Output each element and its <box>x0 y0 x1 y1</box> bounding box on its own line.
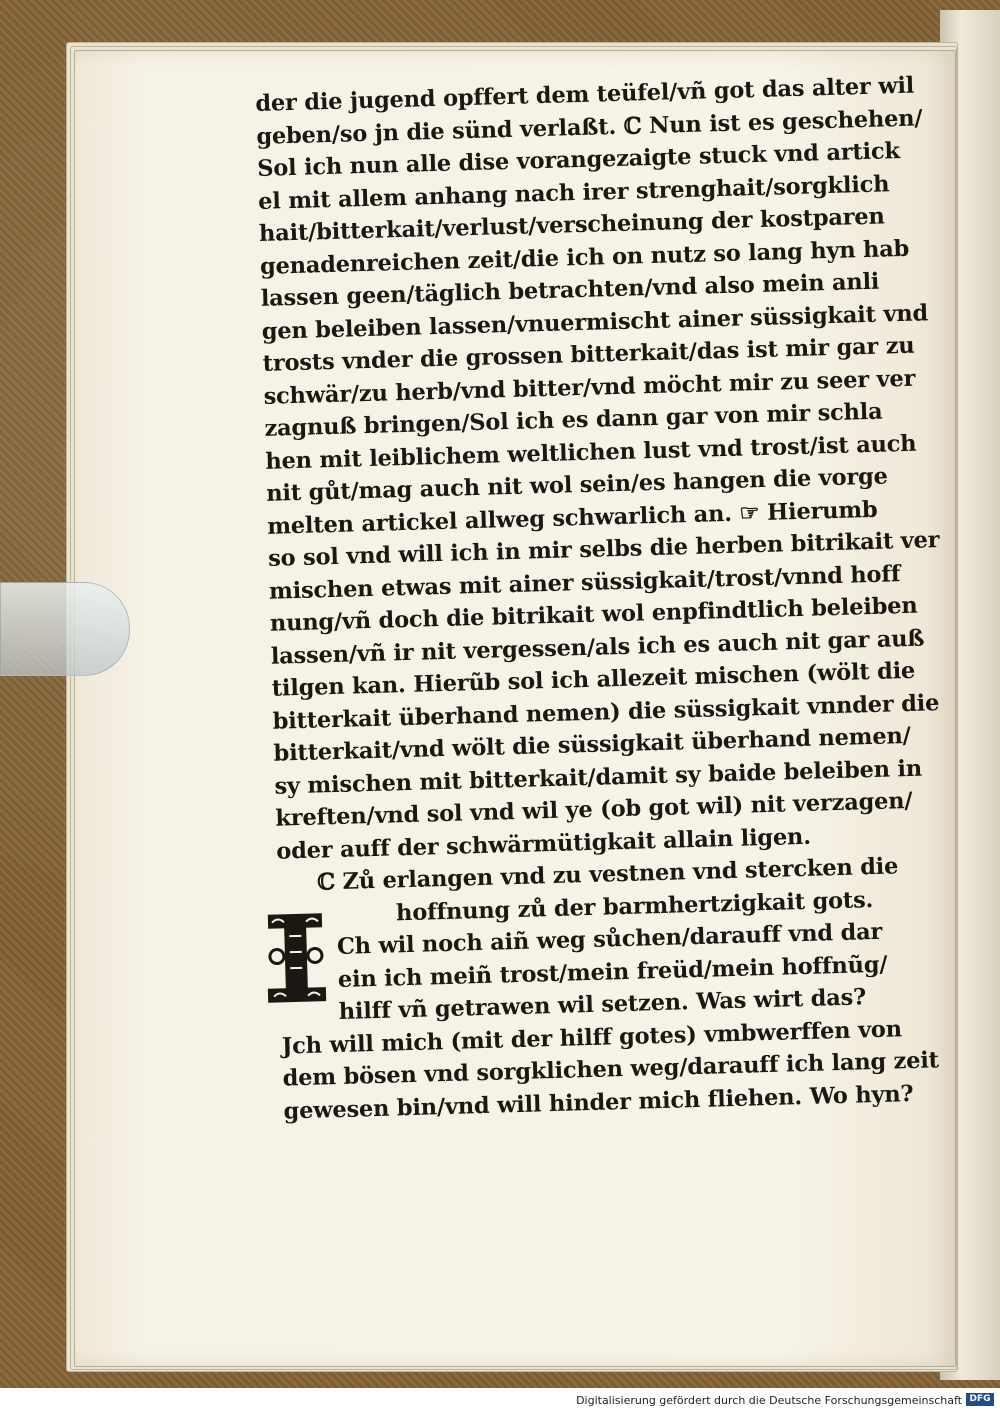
text-line: mischen etwas mit ainer süssigkait/trost/vnnd hoff <box>268 560 901 605</box>
text-line: gewesen bin/vnd will hinder mich fliehen. Wo hyn? <box>283 1080 914 1125</box>
section-heading-line: hoffnung zů der barmhertzigkait gots. <box>395 886 874 926</box>
decorated-initial <box>264 911 329 1005</box>
text-line: zagnuß bringen/Sol ich es dann gar von mir schla <box>264 398 883 442</box>
text-line: trosts vnder die grossen bitterkait/das ist mir gar zu <box>262 332 915 377</box>
section-heading-line: ℂ Zů erlangen vnd zu vestnen vnd stercken die <box>316 853 899 896</box>
initial-text-line: Ch wil noch aiñ weg sůchen/darauff vnd dar <box>336 918 883 961</box>
text-line: kreften/vnd sol vnd wil ye (ob got wil) nit verzagen/ <box>275 787 913 832</box>
text-line: Sol ich nun alle dise vorangezaigte stuck vnd artick <box>256 138 901 182</box>
text-line: so sol vnd will ich in mir selbs die herben bitrikait ver <box>267 527 940 572</box>
initial-text-line: ein ich meiñ trost/mein freüd/mein hoffnũg/ <box>337 951 888 993</box>
text-line: melten artickel allweg schwarlich an. ☞ Hierumb <box>266 496 878 540</box>
text-line: dem bösen vnd sorgklichen weg/darauff ich lang zeit <box>282 1047 940 1092</box>
text-line: sy mischen mit bitterkait/damit sy baide beleiben in <box>274 755 923 800</box>
text-line: der die jugend opffert dem teüfel/vñ got das alter wil <box>255 72 915 117</box>
text-line: Jch will mich (mit der hilff gotes) vmbwerffen von <box>281 1015 903 1060</box>
text-line: gen beleiben lassen/vnuermischt ainer süssigkait vnd <box>261 299 929 345</box>
text-line: lassen geen/täglich betrachten/vnd also mein anli <box>260 268 880 312</box>
dfg-logo: DFG <box>966 1393 994 1406</box>
text-line: hen mit leiblichem weltlichen lust vnd trost/ist auch <box>265 430 917 475</box>
page-text <box>255 70 940 1127</box>
text-line: bitterkait überhand nemen) die süssigkait vnnder die <box>272 689 940 735</box>
text-line: geben/so jn die sünd verlaßt. ℂ Nun ist es geschehen/ <box>255 104 923 150</box>
funding-credit: Digitalisierung gefördert durch die Deutsche Forschungsgemeinschaft <box>576 1394 962 1407</box>
text-line: nung/vñ doch die bitrikait wol enpfindtlich beleiben <box>269 592 918 637</box>
text-line: lassen/vñ ir nit vergessen/als ich es auch nit gar auß <box>270 625 925 670</box>
text-line: el mit allem anhang nach irer strenghait/sorgklich <box>257 170 890 215</box>
text-line: bitterkait/vnd wölt die süssigkait überhand nemen/ <box>273 722 911 767</box>
text-line: tilgen kan. Hierũb sol ich allezeit mischen (wölt die <box>271 657 916 702</box>
initial-text-line: hilff vñ getrawen wil setzen. Was wirt das? <box>338 984 867 1026</box>
text-line: oder auff der schwärmütigkait allain ligen. <box>275 823 812 865</box>
text-line: nit gůt/mag auch nit wol sein/es hangen die vorge <box>265 463 889 507</box>
decorated-initial-icon <box>264 911 329 1005</box>
footer-bar <box>0 1388 1000 1412</box>
text-line: genadenreichen zeit/die ich on nutz so lang hyn hab <box>259 235 910 280</box>
page-clip <box>0 582 130 676</box>
text-line: schwär/zu herb/vnd bitter/vnd möcht mir zu seer ver <box>263 365 916 410</box>
text-line: hait/bitterkait/verlust/verscheinung der kostparen <box>258 203 885 247</box>
